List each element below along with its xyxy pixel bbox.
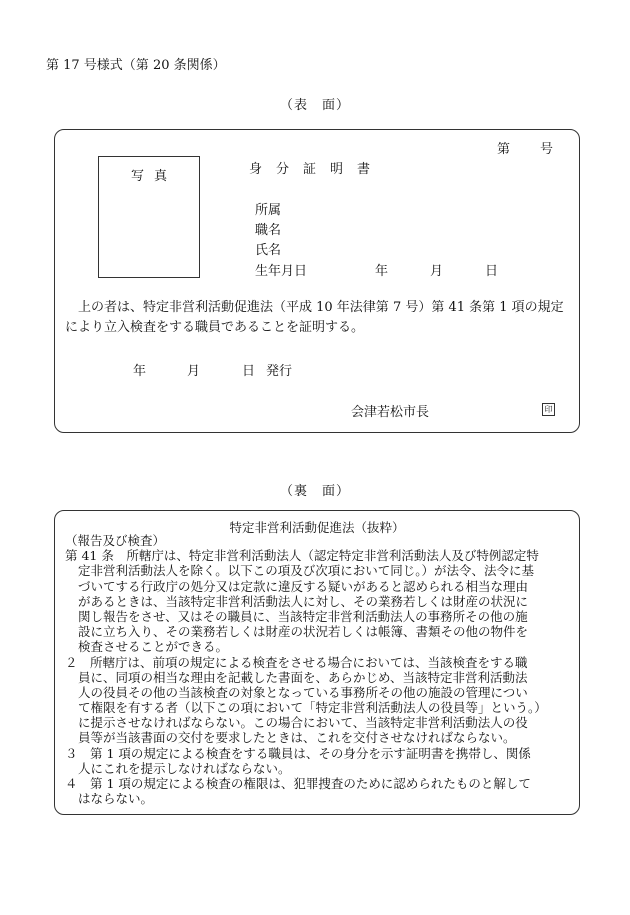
law-line: はならない。 (78, 791, 154, 807)
issue-day-label: 日 (242, 364, 256, 379)
id-card-back (54, 510, 580, 815)
dob-day-label: 日 (485, 264, 499, 279)
law-line: 員に、同項の相当な理由を記載した書面を、あらかじめ、当該特定非営利活動法 (78, 669, 528, 685)
law-line: 員等が当該書面の交付を要求したときは、これを交付させなければならない。 (78, 730, 516, 746)
law-line: ２ 所轄庁は、前項の規定による検査をさせる場合においては、当該検査をする職 (65, 654, 528, 670)
law-excerpt-text (65, 533, 575, 806)
form-number: 第 17 号様式（第 20 条関係） (46, 58, 226, 73)
law-line: づいてする行政庁の処分又は定款に違反する疑いがあると認められる相当な理由 (78, 578, 529, 594)
certification-statement: 上の者は、特定非営利活動促進法（平成 10 年法律第 7 号）第 41 条第 1 項の規定により立入検査をする職員であることを証明する。 (65, 300, 564, 335)
dob-year-label: 年 (375, 264, 389, 279)
certificate-title: 身分証明書 (249, 162, 385, 177)
id-card-front (54, 129, 580, 433)
law-line: ３ 第 1 項の規定による検査をする職員は、その身分を示す証明書を携帯し、関係 (65, 745, 531, 761)
photo-label: 写真 (130, 169, 177, 184)
law-line: て権限を有する者（以下この項において「特定非営利活動法人の役員等」という。） (78, 700, 547, 716)
dob-label: 生年月日 (255, 264, 308, 279)
law-line: 検査させることができる。 (78, 639, 229, 655)
seal-icon: 印 (542, 403, 555, 416)
issue-year-label: 年 (133, 364, 147, 379)
name-label: 氏名 (255, 243, 282, 258)
affiliation-label: 所属 (255, 203, 282, 218)
law-line: があるときは、当該特定非営利活動法人に対し、その業務若しくは財産の状況に (78, 593, 529, 609)
law-line: 設に立ち入り、その業務若しくは財産の状況若しくは帳簿、書類その他の物件を (78, 624, 529, 640)
law-line: 人の役員その他の当該検査の対象となっている事務所その他の施設の管理につい (78, 684, 528, 700)
issuer-name: 会津若松市長 (351, 405, 430, 420)
law-line: （報告及び検査） (65, 533, 166, 548)
law-line: 定非営利活動法人を除く。以下この項及び次項において同じ。）が法令、法令に基 (78, 563, 535, 579)
issue-label: 発行 (266, 364, 293, 379)
law-line: ４ 第 1 項の規定による検査の権限は、犯罪捜査のために認められたものと解して (65, 776, 531, 791)
law-line: 第 41 条 所轄庁は、特定非営利活動法人（認定特定非営利活動法人及び特例認定特 (65, 548, 539, 564)
dob-month-label: 月 (430, 264, 444, 279)
law-line: 関し報告をさせ、又はその職員に、当該特定非営利活動法人の事務所その他の施 (78, 608, 528, 624)
law-line: に提示させなければならない。この場合において、当該特定非営利活動法人の役 (78, 715, 528, 731)
issue-month-label: 月 (187, 364, 201, 379)
photo-box (98, 156, 200, 278)
front-side-label: （表 面） (279, 98, 350, 113)
job-title-label: 職名 (255, 223, 282, 238)
back-side-label: （裏 面） (279, 484, 350, 499)
certificate-number: 第 号 (496, 142, 553, 157)
law-excerpt-title: 特定非営利活動促進法（抜粋） (229, 520, 405, 535)
law-line: 人にこれを提示しなければならない。 (78, 760, 291, 776)
